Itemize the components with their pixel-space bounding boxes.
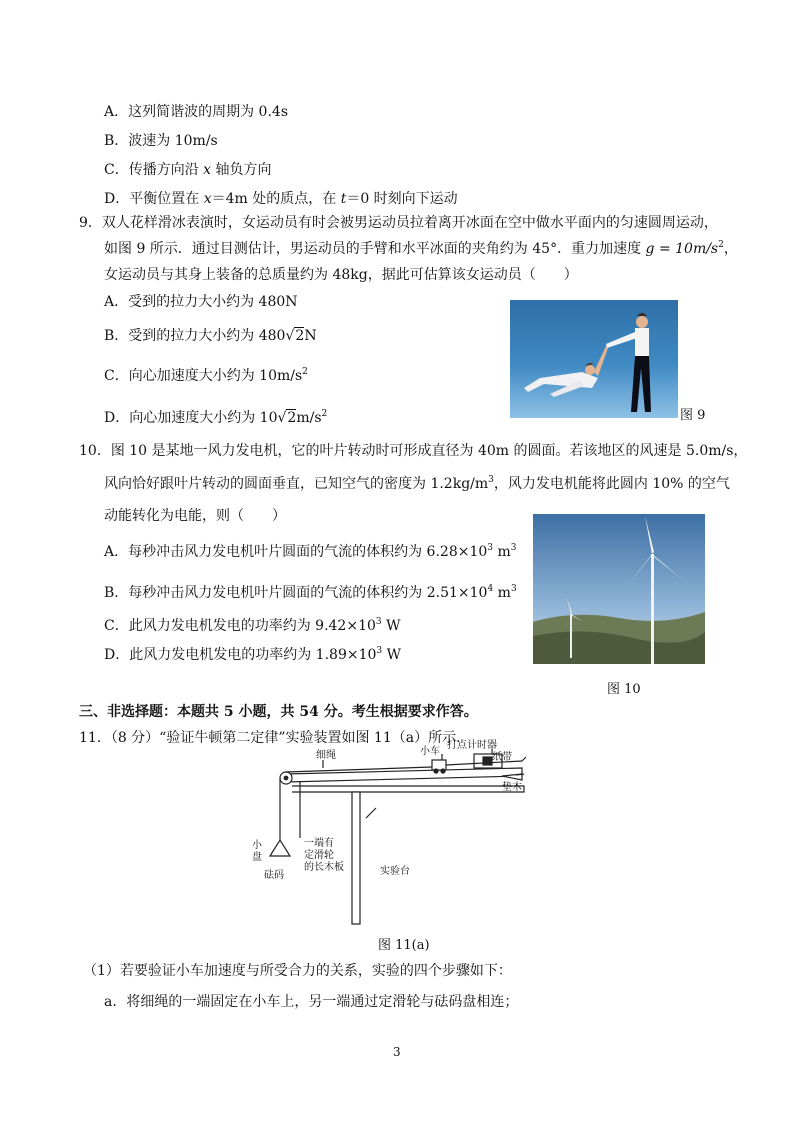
- figure-11a-diagram: [240, 740, 530, 930]
- q9-option-a: A．受到的拉力大小约为 480N: [104, 294, 298, 310]
- figure-10-photo: [533, 514, 705, 664]
- label-board-3: 的长木板: [304, 862, 344, 873]
- q10-line-3: 动能转化为电能，则（ ）: [104, 508, 286, 524]
- q11-line-1: 11．（8 分）“验证牛顿第二定律”实验装置如图 11（a）所示.: [79, 730, 461, 746]
- figure-9-photo: [510, 300, 678, 418]
- q8-option-c: C．传播方向沿 x 轴负方向: [104, 162, 272, 178]
- page-number: 3: [393, 1045, 401, 1059]
- q9-line-2: 如图 9 所示．通过目测估计，男运动员的手臂和水平冰面的夹角约为 45°．重力加速度 $g = 10m/s^2$，: [104, 240, 738, 257]
- label-board-1: 一端有: [304, 838, 334, 849]
- label-board-2: 定滑轮: [304, 850, 334, 861]
- q9-line-3: 女运动员与其身上装备的总质量约为 48kg，据此可估算该女运动员（ ）: [104, 267, 578, 283]
- q8-option-b: B．波速为 10m/s: [104, 133, 218, 149]
- q9-option-b: B．受到的拉力大小约为 480√2N: [104, 328, 317, 344]
- label-pan-2: 盘: [252, 852, 262, 863]
- wind-turbine-image: [533, 514, 705, 664]
- label-pan-1: 小: [252, 840, 262, 851]
- label-timer: 打点计时器: [447, 740, 497, 751]
- q10-option-d: D．此风力发电机发电的功率约为 $1.89\times 10^3$ W: [104, 646, 401, 663]
- q10-line-1: 10．图 10 是某地一风力发电机，它的叶片转动时可形成直径为 40m 的圆面。若该地区的风速是 5.0m/s，: [79, 443, 748, 459]
- q10-line-2: 风向恰好跟叶片转动的圆面垂直，已知空气的密度为 $1.2kg/m^3$，风力发电机能将此圆内 10% 的空气: [104, 475, 730, 492]
- section-3-heading: 三、非选择题：本题共 5 小题，共 54 分。考生根据要求作答。: [79, 704, 478, 720]
- q9-option-c: C．向心加速度大小约为 $10m/s^2$: [104, 367, 308, 384]
- q8-option-d: D．平衡位置在 x＝4m 处的质点，在 t＝0 时刻向下运动: [104, 191, 458, 207]
- figure-11a-caption: 图 11(a): [378, 938, 430, 953]
- q8-option-a: A．这列简谐波的周期为 0.4s: [104, 104, 289, 120]
- figure-10-caption: 图 10: [607, 682, 641, 697]
- q11-step-intro: （1）若要验证小车加速度与所受合力的关系，实验的四个步骤如下：: [83, 963, 512, 979]
- q10-option-c: C．此风力发电机发电的功率约为 $9.42\times 10^3$ W: [104, 617, 401, 634]
- figure-skaters-image: [510, 300, 678, 418]
- label-rope: 细绳: [316, 750, 336, 761]
- q10-option-b: B．每秒冲击风力发电机叶片圆面的气流的体积约为 $2.51\times 10^4$ $m^3$: [104, 584, 517, 601]
- q9-option-d: D．向心加速度大小约为 $10√2m/s^2$: [104, 409, 328, 426]
- label-weights: 砝码: [264, 870, 284, 881]
- label-block: 垫木: [502, 782, 522, 793]
- q9-line-1: 9．双人花样滑冰表演时，女运动员有时会被男运动员拉着离开冰面在空中做水平面内的匀速圆周运动，: [79, 215, 718, 231]
- label-tape: 纸带: [492, 752, 512, 763]
- label-table: 实验台: [380, 866, 410, 877]
- q10-option-a: A．每秒冲击风力发电机叶片圆面的气流的体积约为 $6.28\times 10^3$ $m^3$: [104, 543, 517, 560]
- label-cart: 小车: [420, 746, 440, 757]
- q11-step-a: a．将细绳的一端固定在小车上，另一端通过定滑轮与砝码盘相连；: [104, 994, 519, 1010]
- figure-9-caption: 图 9: [680, 408, 706, 423]
